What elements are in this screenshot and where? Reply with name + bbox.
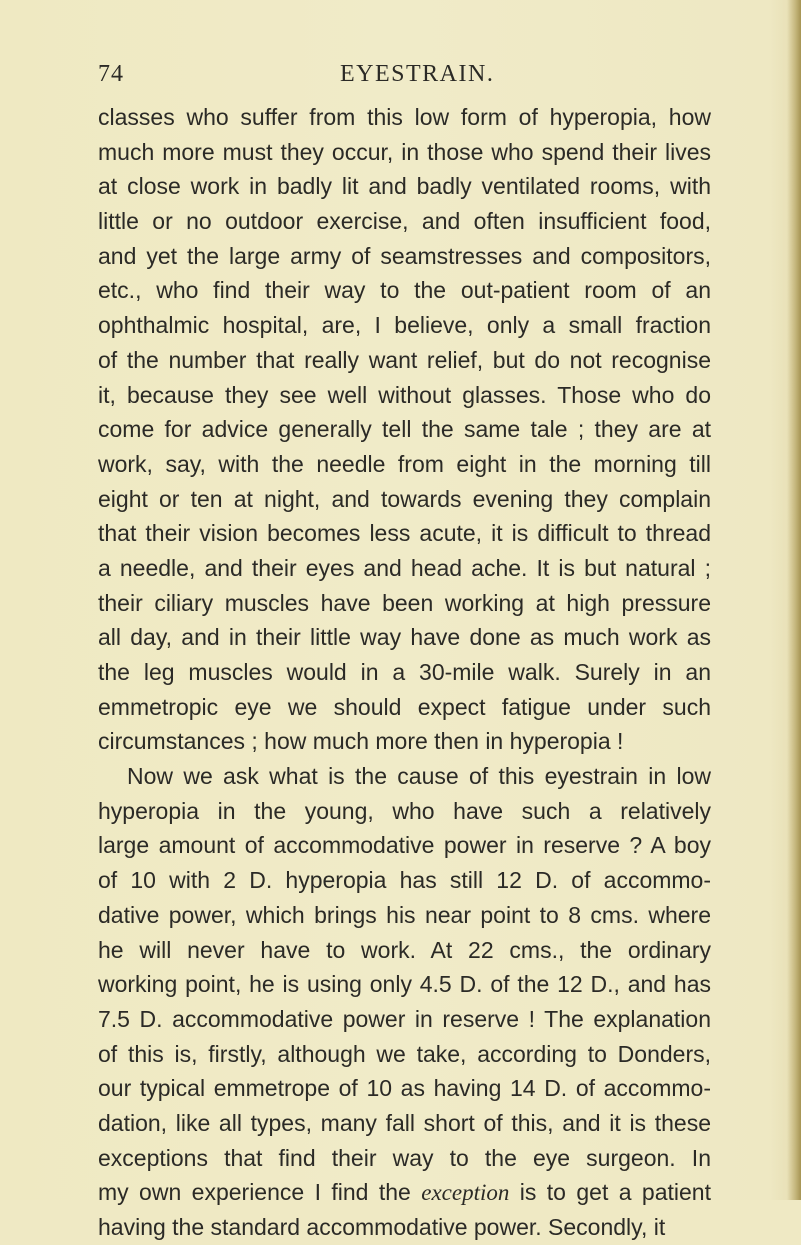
text-line: Now we ask what is the cause of this eyestrain in low	[127, 763, 711, 790]
text-line: all day, and in their little way have done as much work as	[98, 624, 711, 651]
text-line: dative power, which brings his near point to 8 cms. where	[98, 901, 711, 928]
text-run: my own experience I find the	[98, 1179, 422, 1206]
text-line: emmetropic eye we should expect fatigue under such	[98, 693, 711, 720]
text-line: come for advice generally tell the same tale ; they are at	[98, 416, 711, 443]
running-title: EYESTRAIN.	[340, 61, 495, 87]
text-line: eight or ten at night, and towards evening they complain	[98, 485, 711, 512]
page-number: 74	[98, 61, 124, 87]
text-line: working point, he is using only 4.5 D. of the 12 D., and has	[98, 971, 711, 998]
text-line: exceptions that find their way to the eye surgeon. In	[98, 1144, 711, 1171]
text-line: classes who suffer from this low form of hyperopia, how	[98, 104, 711, 130]
page-edge-shadow	[787, 0, 801, 1200]
text-line: large amount of accommodative power in reserve ? A boy	[98, 832, 711, 859]
text-line: work, say, with the needle from eight in the morning till	[98, 450, 711, 477]
text-line: at close work in badly lit and badly ventilated rooms, with	[98, 173, 711, 200]
text-line: of 10 with 2 D. hyperopia has still 12 D. of accommo-	[98, 867, 711, 894]
text-line: the leg muscles would in a 30-mile walk. Surely in an	[98, 659, 711, 685]
text-line: of this is, firstly, although we take, according to Donders,	[98, 1040, 711, 1067]
text-line: much more must they occur, in those who spend their lives	[98, 138, 711, 165]
text-line: circumstances ; how much more then in hyperopia !	[98, 728, 624, 755]
text-line: of the number that really want relief, but do not recognise	[98, 346, 711, 373]
text-line: little or no outdoor exercise, and often insufficient food,	[98, 208, 711, 235]
text-line: their ciliary muscles have been working at high pressure	[98, 589, 711, 616]
text-line: 7.5 D. accommodative power in reserve ! The explanation	[98, 1005, 711, 1032]
text-line: etc., who find their way to the out-patient room of an	[98, 277, 711, 304]
text-line: and yet the large army of seamstresses and compositors,	[98, 242, 711, 269]
body-text	[98, 100, 711, 1245]
text-line: he will never have to work. At 22 cms., the ordinary	[98, 936, 711, 963]
text-line: ophthalmic hospital, are, I believe, only a small fraction	[98, 312, 711, 339]
text-line: it, because they see well without glasses. Those who do	[98, 381, 711, 408]
running-head	[98, 61, 708, 95]
text-run: is to get a patient	[509, 1179, 711, 1206]
text-line: dation, like all types, many fall short of this, and it is these	[98, 1109, 711, 1136]
text-line: that their vision becomes less acute, it is difficult to thread	[98, 520, 711, 547]
italic-word: exception	[421, 1180, 510, 1206]
text-line	[98, 1175, 711, 1210]
text-line: our typical emmetrope of 10 as having 14 D. of accommo-	[98, 1075, 711, 1102]
text-line: hyperopia in the young, who have such a relatively	[98, 797, 711, 824]
text-line: having the standard accommodative power. Secondly, it	[98, 1214, 666, 1240]
text-line: a needle, and their eyes and head ache. It is but natural ;	[98, 554, 711, 581]
